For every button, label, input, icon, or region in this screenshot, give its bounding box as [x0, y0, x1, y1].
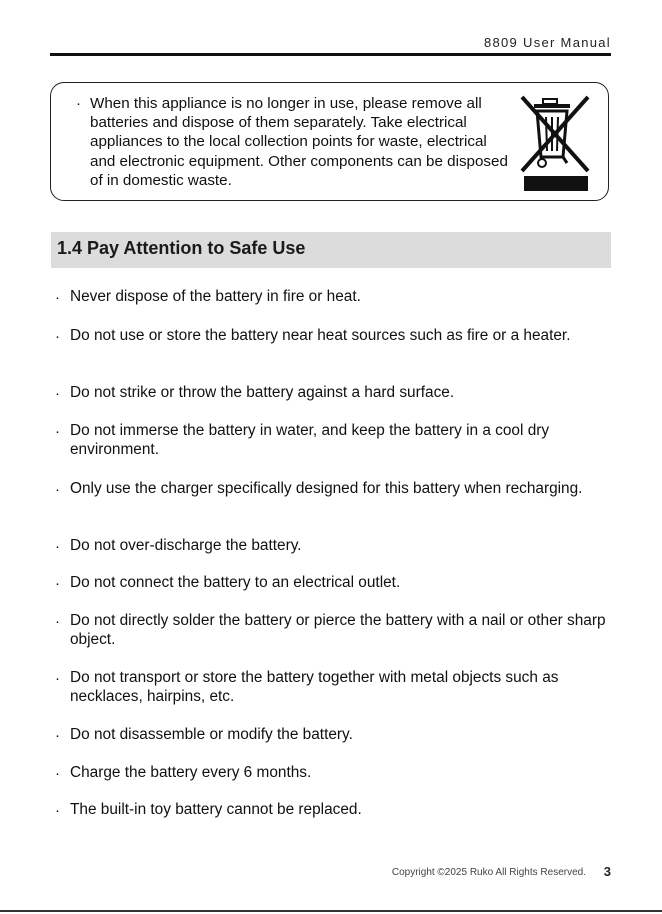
disposal-notice-text: When this appliance is no longer in use, please remove all batteries and dispose of them separately. Take electrical appliances to the local collection points for waste, electrical and electronic equipment. Other components can be disposed of in domestic waste. [90, 95, 508, 189]
list-item-text: Charge the battery every 6 months. [70, 764, 312, 781]
bullet: · [55, 385, 60, 402]
bullet: · [55, 613, 60, 630]
list-item-text: Only use the charger specifically designed for this battery when recharging. [70, 480, 583, 497]
manual-header-title: 8809 User Manual [483, 35, 611, 50]
section-header-bar [51, 232, 611, 268]
list-item-text: Do not connect the battery to an electrical outlet. [70, 574, 401, 591]
bullet: · [55, 328, 60, 345]
bullet: · [55, 538, 60, 555]
list-item-text: Do not directly solder the battery or pierce the battery with a nail or other sharp object. [70, 612, 606, 648]
list-item-text: Do not disassemble or modify the battery. [70, 726, 353, 743]
weee-crossed-bin-icon [520, 91, 592, 195]
list-item-text: Do not strike or throw the battery against a hard surface. [70, 384, 455, 401]
header-divider [50, 53, 611, 56]
bullet: · [55, 423, 60, 440]
bullet: · [55, 670, 60, 687]
page-number: 3 [603, 864, 611, 879]
list-item-text: Do not over-discharge the battery. [70, 537, 302, 554]
list-item-text: The built-in toy battery cannot be replaced. [70, 801, 362, 818]
notice-bullet: · [76, 95, 81, 112]
bullet: · [55, 575, 60, 592]
bullet: · [55, 289, 60, 306]
bullet: · [55, 727, 60, 744]
disposal-notice-box [50, 82, 609, 201]
copyright-footer: Copyright ©2025 Ruko All Rights Reserved. [391, 867, 586, 878]
bottom-divider [0, 910, 662, 912]
list-item-text: Do not use or store the battery near heat sources such as fire or a heater. [70, 327, 571, 344]
bullet: · [55, 802, 60, 819]
list-item-text: Do not immerse the battery in water, and keep the battery in a cool dry environment. [70, 422, 550, 458]
section-title: 1.4 Pay Attention to Safe Use [57, 238, 306, 258]
bullet: · [55, 481, 60, 498]
bullet: · [55, 765, 60, 782]
list-item-text: Never dispose of the battery in fire or heat. [70, 288, 361, 305]
list-item-text: Do not transport or store the battery together with metal objects such as necklaces, hairpins, etc. [70, 669, 559, 705]
